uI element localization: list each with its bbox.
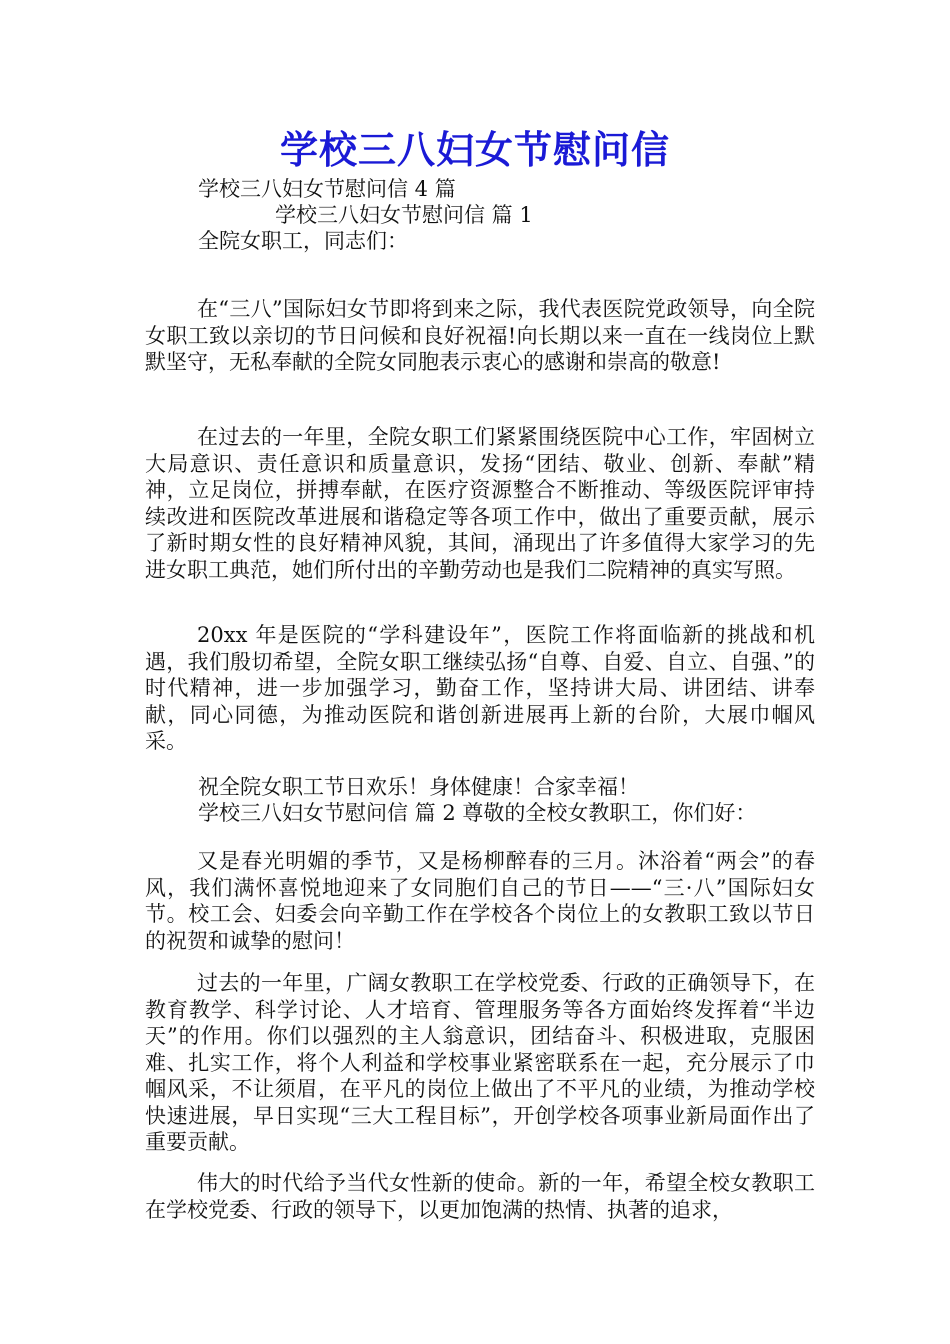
section-heading-1: 学校三八妇女节慰问信 篇 1 xyxy=(275,203,533,227)
paragraph-4: 又是春光明媚的季节，又是杨柳醉春的三月。沐浴着“两会”的春风，我们满怀喜悦地迎来了女同胞们自己的节日——“三·八”国际妇女节。校工会、妇委会向辛勤工作在学校各个岗位上的女教职工致以节日的祝贺和诚挚的慰问！ xyxy=(145,849,815,953)
paragraph-3: 20xx 年是医院的“学科建设年”，医院工作将面临新的挑战和机遇，我们殷切希望，全院女职工继续弘扬“自尊、自爱、自立、自强、”的时代精神，进一步加强学习，勤奋工作，坚持讲大局、讲团结、讲奉献，同心同德，为推动医院和谐创新进展再上新的台阶，大展巾帼风采。 xyxy=(145,623,815,753)
paragraph-6: 伟大的时代给予当代女性新的使命。新的一年，希望全校女教职工在学校党委、行政的领导下，以更加饱满的热情、执著的追求， xyxy=(145,1171,815,1222)
closing-wish: 祝全院女职工节日欢乐！身体健康！合家幸福！ xyxy=(198,775,639,799)
salutation: 全院女职工，同志们： xyxy=(198,229,408,253)
subtitle: 学校三八妇女节慰问信 4 篇 xyxy=(198,177,456,201)
paragraph-5: 过去的一年里，广阔女教职工在学校党委、行政的正确领导下，在教育教学、科学讨论、人才培育、管理服务等各方面始终发挥着“半边天”的作用。你们以强烈的主人翁意识，团结奋斗、积极进取，克服困难、扎实工作，将个人利益和学校事业紧密联系在一起，充分展示了巾帼风采，不让须眉，在平凡的岗位上做出了不平凡的业绩，为推动学校快速进展，早日实现“三大工程目标”，开创学校各项事业新局面作出了重要贡献。 xyxy=(145,971,815,1154)
page-title: 学校三八妇女节慰问信 xyxy=(279,127,670,172)
paragraph-2: 在过去的一年里，全院女职工们紧紧围绕医院中心工作，牢固树立大局意识、责任意识和质量意识，发扬“团结、敬业、创新、奉献”精神，立足岗位，拼搏奉献，在医疗资源整合不断推动、等级医院评审持续改进和医院改革进展和谐稳定等各项工作中，做出了重要贡献，展示了新时期女性的良好精神风貌，其间，涌现出了许多值得大家学习的先进女职工典范，她们所付出的辛勤劳动也是我们二院精神的真实写照。 xyxy=(145,425,815,582)
paragraph-1: 在“三八”国际妇女节即将到来之际，我代表医院党政领导，向全院女职工致以亲切的节日问候和良好祝福!向长期以来一直在一线岗位上默默坚守，无私奉献的全院女同胞表示衷心的感谢和崇高的敬意! xyxy=(145,297,815,374)
section-heading-2: 学校三八妇女节慰问信 篇 2 尊敬的全校女教职工，你们好： xyxy=(198,801,757,825)
